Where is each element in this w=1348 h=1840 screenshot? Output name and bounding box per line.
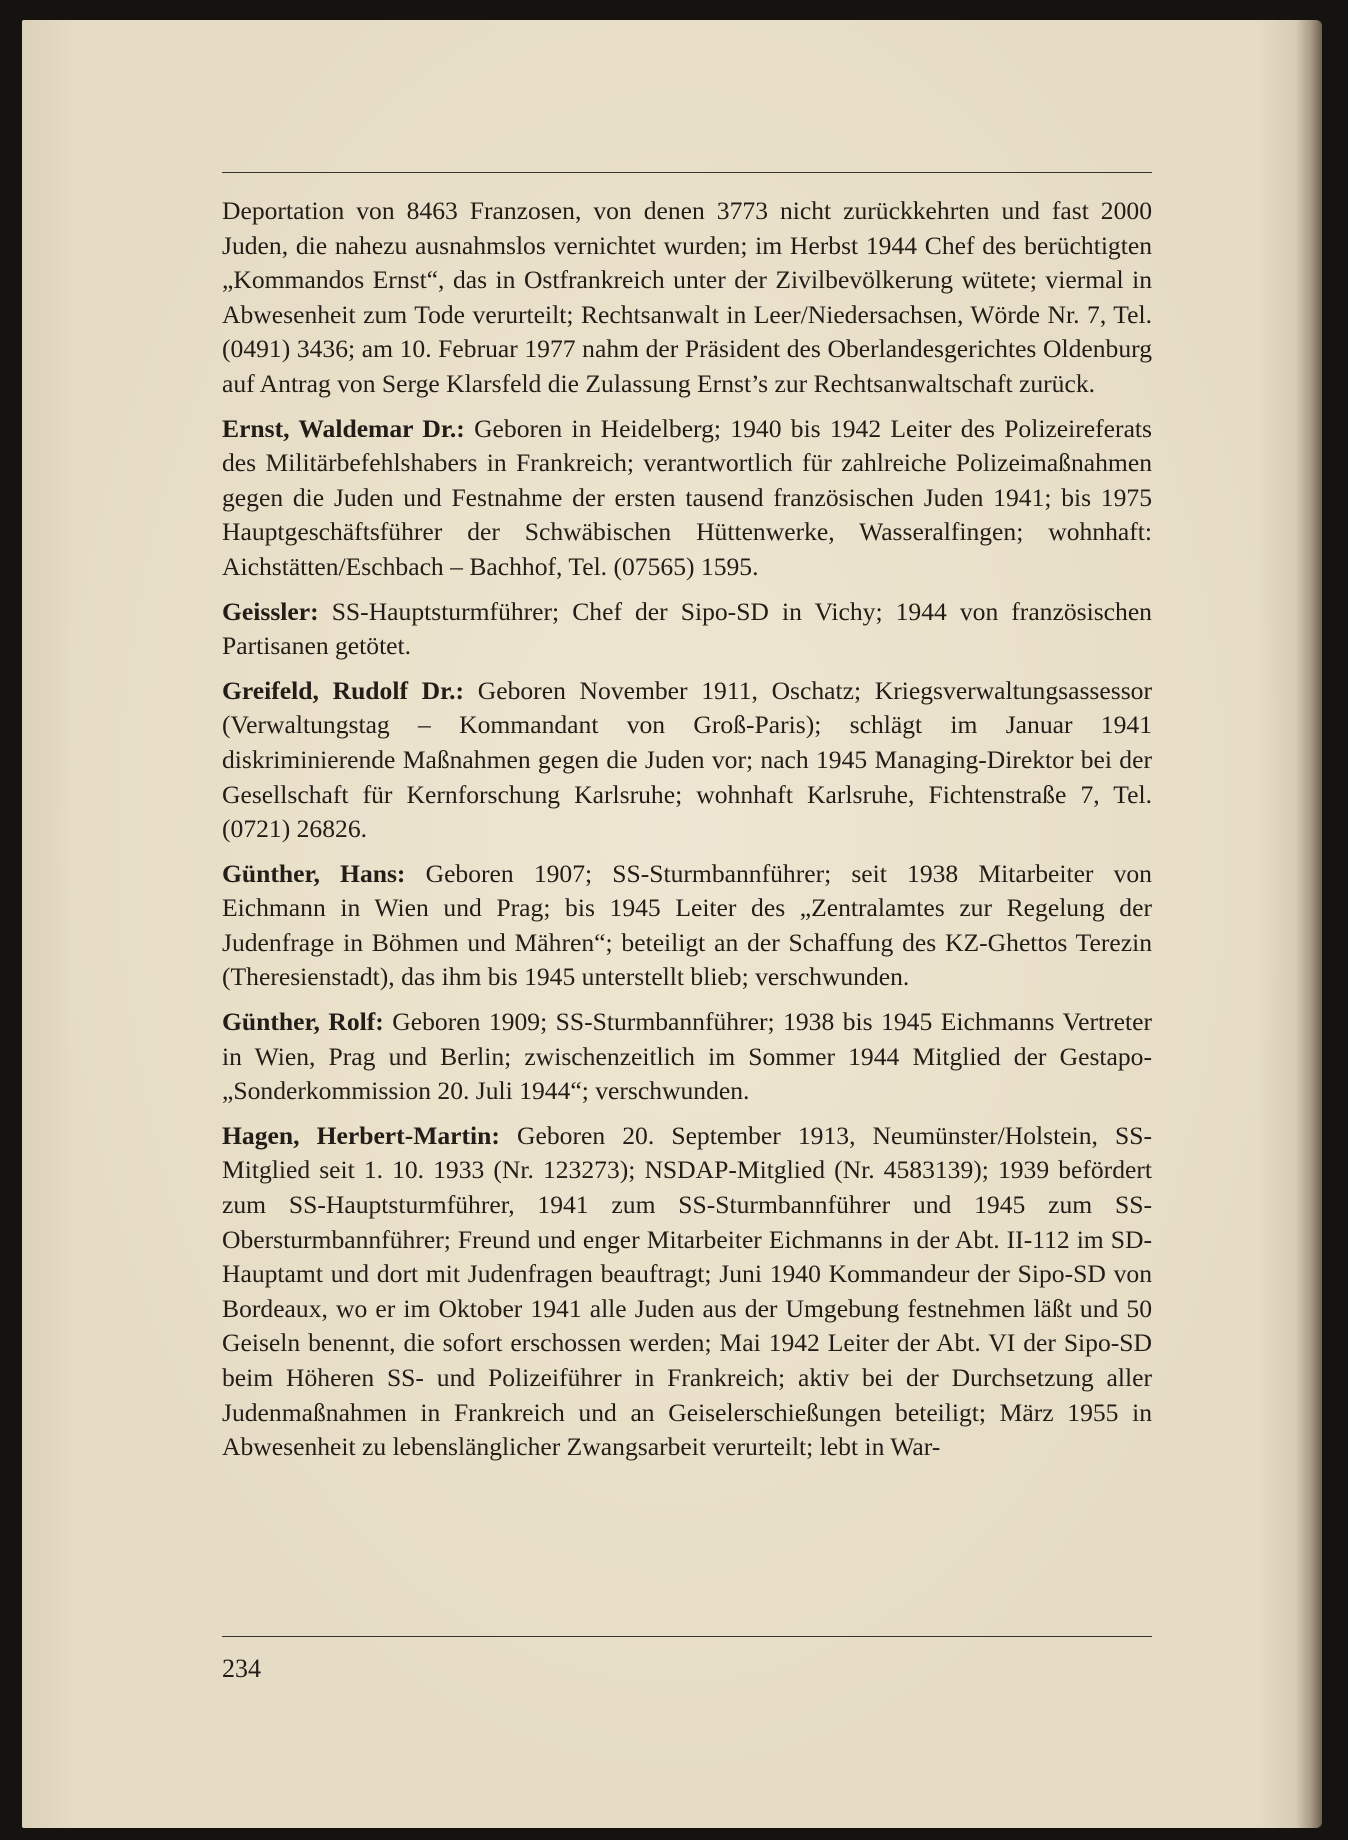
entry-text: Geboren in Heidelberg; 1940 bis 1942 Leiter des Polizeireferats des Militärbefehlshabers in Frankreich; verantwortlich für zahlreiche Polizeimaßnahmen gegen die Juden und Festnahme der ersten tausend französischen Juden 1941; bis 1975 Hauptgeschäftsführer der Schwäbischen Hüttenwerke, Wasseralfingen; wohnhaft: Aichstätten/Eschbach – Bachhof, Tel. (07565) 1595. — [222, 413, 1152, 581]
entry-name: Günther, Rolf: — [222, 1007, 384, 1037]
page-gutter-shadow — [1296, 20, 1322, 1828]
page-number: 234 — [222, 1654, 261, 1683]
entry-name: Ernst, Waldemar Dr.: — [222, 413, 465, 443]
entry-ernst-waldemar — [222, 412, 1152, 585]
entry-text: Geboren 1909; SS-Sturmbannführer; 1938 bis 1945 Eichmanns Vertreter in Wien, Prag und Berlin; zwischenzeitlich im Sommer 1944 Mitglied der Gestapo-„Sonderkommission 20. Juli 1944“; verschwunden. — [222, 1007, 1152, 1106]
entry-continuation — [222, 194, 1152, 402]
entry-text: Geboren 1907; SS-Sturmbannführer; seit 1938 Mitarbeiter von Eichmann in Wien und Prag; bis 1945 Leiter des „Zentralamtes zur Regelung der Judenfrage in Böhmen und Mähren“; beteiligt an der Schaffung des KZ-Ghettos Terezin (Theresienstadt), das ihm bis 1945 unterstellt blieb; verschwunden. — [222, 858, 1152, 992]
entry-text: Geboren November 1911, Oschatz; Kriegsverwaltungsassessor (Verwaltungstag – Kommandant von Groß-Paris); schlägt im Januar 1941 diskriminierende Maßnahmen gegen die Juden vor; nach 1945 Managing-Direktor bei der Gesellschaft für Kernforschung Karlsruhe; wohnhaft Karlsruhe, Fichtenstraße 7, Tel. (0721) 26826. — [222, 675, 1152, 844]
entry-text: Geboren 20. September 1913, Neumünster/Holstein, SS-Mitglied seit 1. 10. 1933 (Nr. 123273); NSDAP-Mitglied (Nr. 4583139); 1939 befördert zum SS-Hauptsturmführer, 1941 zum SS-Sturmbannführer und 1945 zum SS-Obersturmbannführer; Freund und enger Mitarbeiter Eichmanns in der Abt. II-112 im SD-Hauptamt und dort mit Judenfragen beauftragt; Juni 1940 Kommandeur der Sipo-SD von Bordeaux, wo er im Oktober 1941 alle Juden aus der Umgebung festnehmen läßt und 50 Geiseln benennt, die sofort erschossen werden; Mai 1942 Leiter der Abt. VI der Sipo-SD beim Höheren SS- und Polizeiführer in Frankreich; aktiv bei der Durchsetzung aller Judenmaßnahmen in Frankreich und an Geiselerschießungen beteiligt; März 1955 in Abwesenheit zu lebenslänglicher Zwangsarbeit verurteilt; lebt in War- — [222, 1120, 1152, 1462]
entry-guenther-hans — [222, 857, 1152, 995]
entry-text: Deportation von 8463 Franzosen, von denen 3773 nicht zurückkehrten und fast 2000 Juden, die nahezu ausnahmslos vernichtet wurden; im Herbst 1944 Chef des berüchtigten „Kommandos Ernst“, das in Ostfrankreich unter der Zivilbevölkerung wütete; viermal in Abwesenheit zum Tode verurteilt; Rechtsanwalt in Leer/Niedersachsen, Wörde Nr. 7, Tel. (0491) 3436; am 10. Februar 1977 nahm der Präsident des Oberlandesgerichtes Oldenburg auf Antrag von Serge Klarsfeld die Zulassung Ernst’s zur Rechtsanwaltschaft zurück. — [222, 196, 1152, 398]
entry-name: Hagen, Herbert-Martin: — [222, 1120, 500, 1150]
entry-guenther-rolf — [222, 1005, 1152, 1109]
entry-greifeld-rudolf — [222, 674, 1152, 847]
entry-hagen-herbert-martin — [222, 1119, 1152, 1465]
top-rule — [222, 172, 1152, 173]
entry-name: Greifeld, Rudolf Dr.: — [222, 675, 465, 705]
page-body — [222, 194, 1152, 1475]
entry-name: Geissler: — [222, 596, 319, 626]
entry-text: SS-Hauptsturmführer; Chef der Sipo-SD in Vichy; 1944 von französischen Partisanen getötet. — [222, 596, 1152, 661]
entry-geissler — [222, 595, 1152, 664]
bottom-rule — [222, 1636, 1152, 1637]
entry-name: Günther, Hans: — [222, 858, 406, 888]
